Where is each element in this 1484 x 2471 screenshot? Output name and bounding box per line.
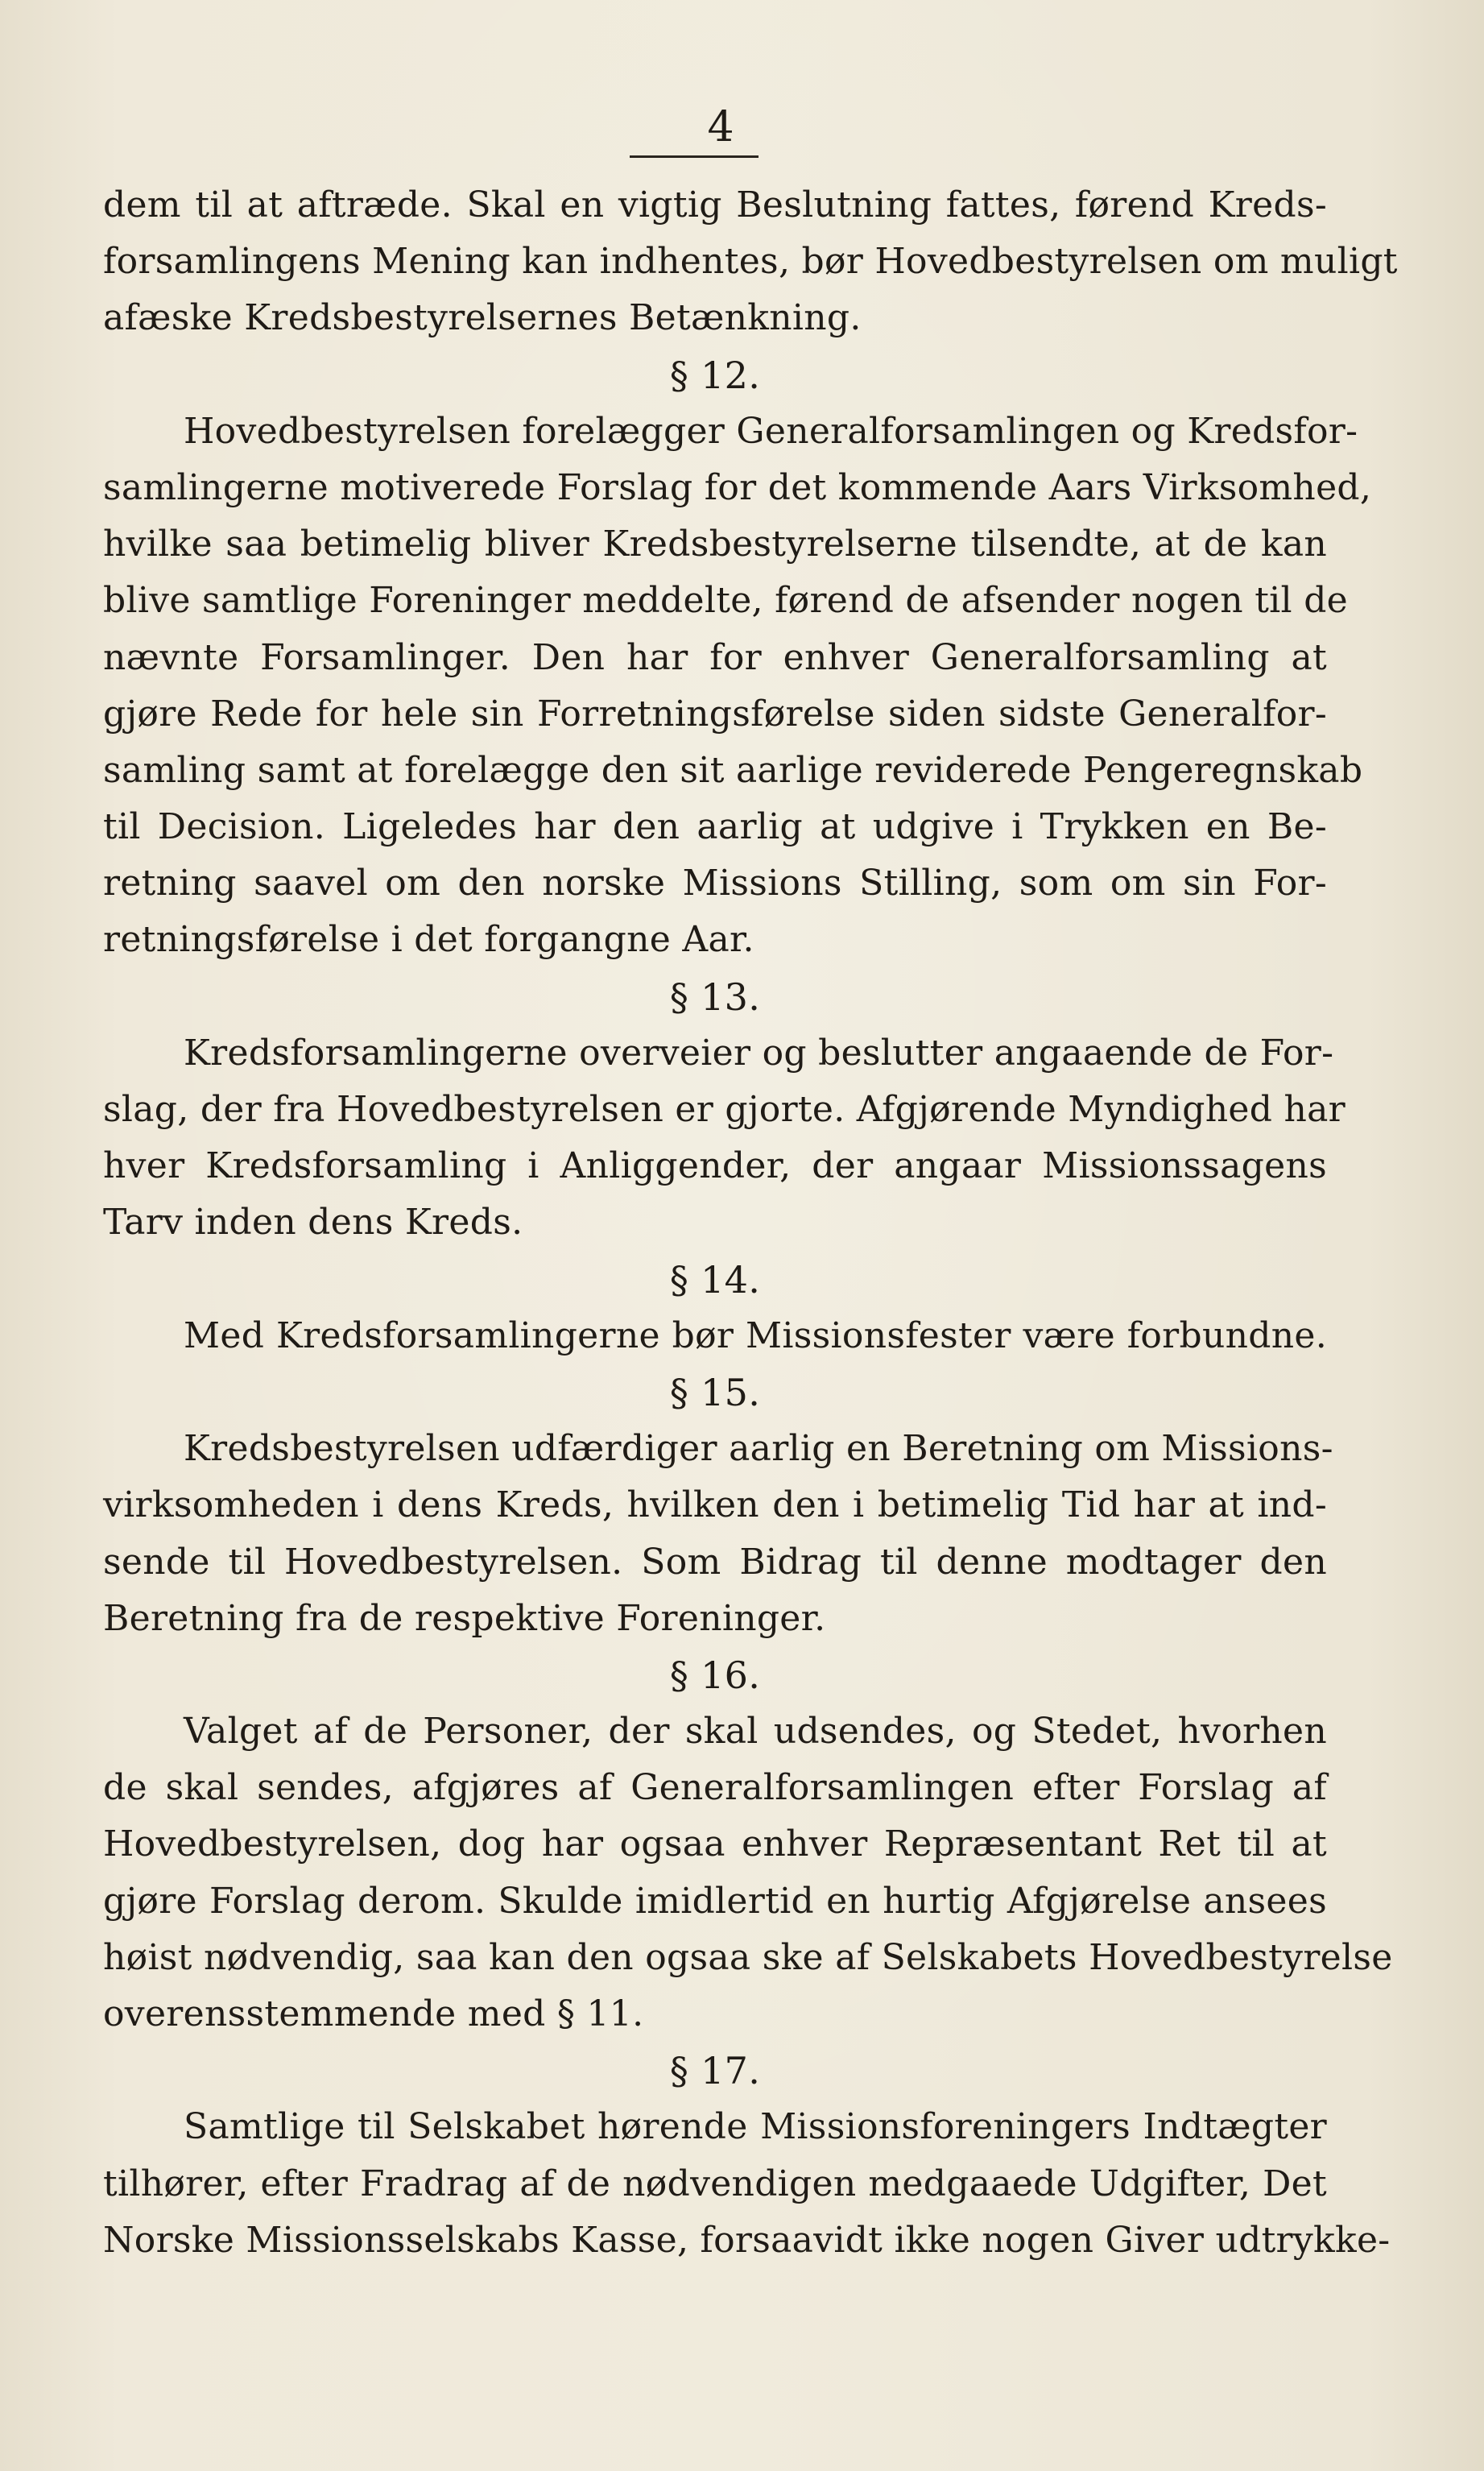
text-line: Valget af de Personer, der skal udsendes, og Stedet, hvorhen <box>184 1711 1327 1753</box>
text-line: Hovedbestyrelsen forelægger Generalforsamlingen og Kredsfor- <box>184 410 1358 452</box>
text-line: afæske Kredsbestyrelsernes Betænkning. <box>103 297 862 339</box>
text-line: slag, der fra Hovedbestyrelsen er gjorte. Afgjørende Myndighed har <box>103 1089 1346 1130</box>
text-line: til Decision. Ligeledes har den aarlig at udgive i Trykken en Be- <box>103 806 1327 848</box>
text-line: forsamlingens Mening kan indhentes, bør Hovedbestyrelsen om muligt <box>103 241 1398 283</box>
text-line: Tarv inden dens Kreds. <box>103 1202 523 1244</box>
text-line: Hovedbestyrelsen, dog har ogsaa enhver Repræsentant Ret til at <box>103 1823 1327 1865</box>
body-text <box>103 177 1398 2269</box>
text-line: Norske Missionsselskabs Kasse, forsaavidt ikke nogen Giver udtrykke- <box>103 2219 1391 2261</box>
text-line: samling samt at forelægge den sit aarlige reviderede Pengeregnskab <box>103 749 1363 791</box>
text-line: sende til Hovedbestyrelsen. Som Bidrag til denne modtager den <box>103 1541 1327 1583</box>
text-line: Beretning fra de respektive Foreninger. <box>103 1597 826 1639</box>
section-heading: § 16. <box>669 1653 761 1697</box>
section-heading: § 12. <box>669 353 761 397</box>
text-line: dem til at aftræde. Skal en vigtig Beslutning fattes, førend Kreds- <box>103 184 1327 226</box>
text-line: tilhører, efter Fradrag af de nødvendigen medgaaede Udgifter, Det <box>103 2163 1327 2204</box>
text-line: Samtlige til Selskabet hørende Missionsforeningers Indtægter <box>184 2106 1327 2148</box>
text-line: høist nødvendig, saa kan den ogsaa ske af Selskabets Hovedbestyrelse <box>103 1936 1393 1978</box>
text-line: hvilke saa betimelig bliver Kredsbestyrelserne tilsendte, at de kan <box>103 524 1327 565</box>
text-line: nævnte Forsamlinger. Den har for enhver Generalforsamling at <box>103 636 1327 678</box>
text-line: gjøre Forslag derom. Skulde imidlertid en hurtig Afgjørelse ansees <box>103 1880 1327 1922</box>
section-heading: § 14. <box>669 1257 761 1302</box>
page-number: 4 <box>707 103 734 151</box>
text-line: de skal sendes, afgjøres af Generalforsamlingen efter Forslag af <box>103 1767 1327 1809</box>
section-heading: § 13. <box>669 975 761 1019</box>
text-line: hver Kredsforsamling i Anliggender, der angaar Missionssagens <box>103 1145 1327 1187</box>
text-line: Med Kredsforsamlingerne bør Missionsfester være forbundne. <box>184 1314 1327 1356</box>
section-heading: § 17. <box>669 2049 761 2093</box>
text-line: Kredsbestyrelsen udfærdiger aarlig en Beretning om Missions- <box>184 1428 1333 1470</box>
text-line: blive samtlige Foreninger meddelte, førend de afsender nogen til de <box>103 580 1349 622</box>
text-line: overensstemmende med § 11. <box>103 1993 644 2034</box>
header-rule <box>630 155 759 158</box>
text-line: retning saavel om den norske Missions Stilling, som om sin For- <box>103 863 1327 904</box>
text-line: gjøre Rede for hele sin Forretningsførelse siden sidste Generalfor- <box>103 693 1327 735</box>
section-heading: § 15. <box>669 1370 761 1414</box>
text-line: Kredsforsamlingerne overveier og beslutter angaaende de For- <box>184 1032 1334 1074</box>
text-line: retningsførelse i det forgangne Aar. <box>103 919 754 961</box>
text-line: virksomheden i dens Kreds, hvilken den i betimelig Tid har at ind- <box>103 1484 1327 1526</box>
text-line: samlingerne motiverede Forslag for det kommende Aars Virksomhed, <box>103 466 1372 508</box>
